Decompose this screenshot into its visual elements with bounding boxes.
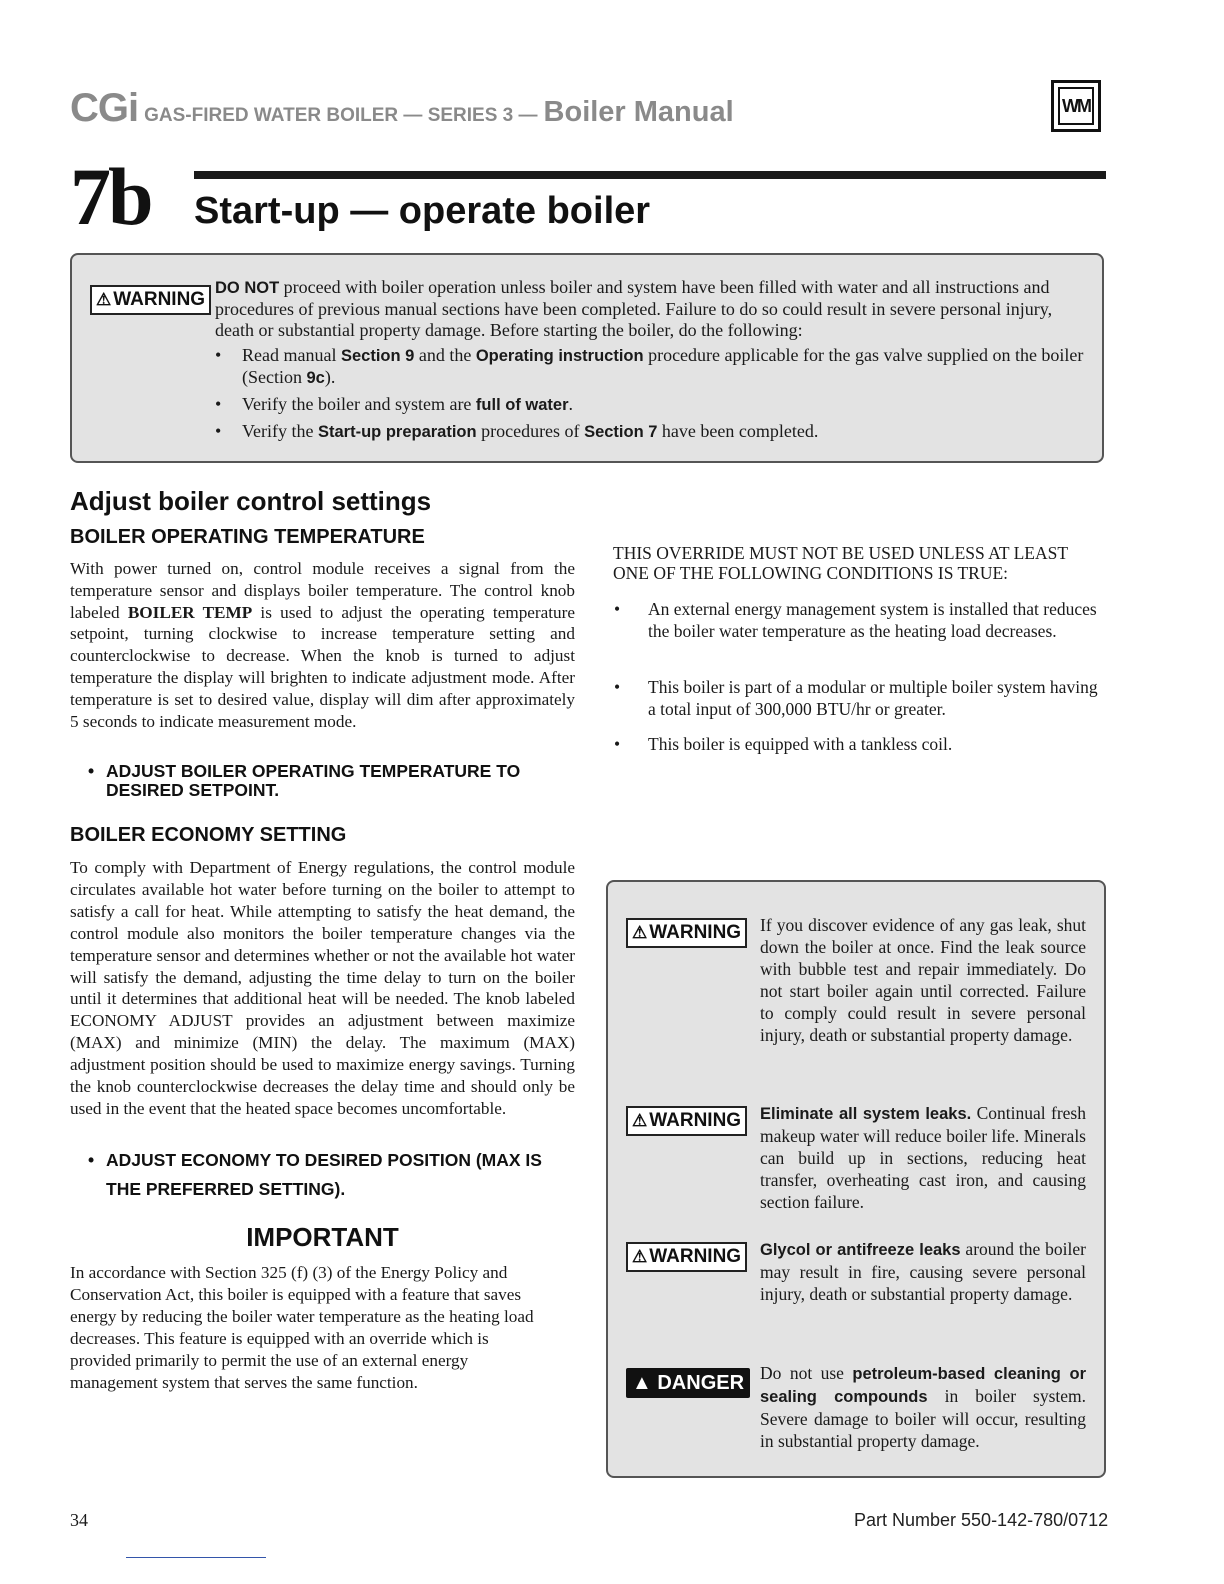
text-run: Verify the [242,421,318,441]
glycol-leaks-emphasis: Glycol or antifreeze leaks [760,1241,961,1259]
gas-leak-warning-text: If you discover evidence of any gas leak, shut down the boiler at once. Find the leak source with bubble test and repair immediately. Do not start boiler again until corrected. Failure to comply could result in severe personal injury, death or substantial property damage. [760,915,1086,1045]
condition-text: An external energy management system is installed that reduces the boiler water temperature as the heating load decreases. [648,599,1097,641]
warning-label [626,918,747,948]
logo-text: WM [1058,87,1094,125]
warning-triangle-icon: ⚠ [96,290,112,309]
list-item [215,394,1087,416]
startup-preparation-ref: Start-up preparation [317,423,477,441]
do-not-emphasis: DO NOT [215,279,280,297]
override-conditions-title: THIS OVERRIDE MUST NOT BE USED UNLESS AT LEAST ONE OF THE FOLLOWING CONDITIONS IS TRUE: [613,543,1068,583]
safety-warnings-box [606,880,1106,1478]
important-heading: IMPORTANT [246,1222,399,1252]
text-run: is used to adjust the operating temperature setpoint, turning clockwise to increase temperature setting and counterclockwise to decrease. When the knob is turned to adjust temperature the display will brighten to indicate adjustment mode. After temperature is set to desired value, display will dim after approximately 5 seconds to indicate measurement mode. [70,602,575,731]
running-header [70,86,734,131]
temperature-instruction [88,761,576,800]
bullet-dot: • [614,734,621,754]
part-number: Part Number 550-142-780/0712 [854,1510,1109,1530]
glycol-leaks-warning-text [760,1238,1086,1305]
section-rule [194,171,1106,179]
list-item [614,677,1103,720]
warning-label [90,285,211,315]
petroleum-danger-text [760,1362,1086,1452]
weil-mclain-logo [1051,80,1101,132]
text-run: procedure applicable for the gas valve supplied on the boiler (Section [242,345,1084,387]
text-run: procedures of [476,421,585,441]
text-run: have been completed. [657,421,819,441]
top-warning-text [215,277,1087,448]
boiler-temp-emphasis: BOILER TEMP [127,602,253,622]
petroleum-compounds-emphasis: petroleum-based cleaning or sealing compounds [760,1365,1087,1406]
text-run: With power turned on, control module receives a signal from the temperature sensor and displays boiler temperature. The control knob labeled [70,559,575,622]
list-item [215,345,1087,389]
condition-text: This boiler is part of a modular or multiple boiler system having a total input of 300,000 BTU/hr or greater. [648,677,1098,719]
page-number: 34 [70,1510,88,1530]
eliminate-leaks-emphasis: Eliminate all system leaks. [760,1105,972,1123]
bullet-dot: • [88,1150,95,1170]
adjust-settings-heading: Adjust boiler control settings [70,486,432,516]
list-item [215,421,1087,443]
header-subtitle: GAS-FIRED WATER BOILER — SERIES 3 — [144,105,538,126]
warning-label [626,1242,747,1272]
economy-instruction-text: ADJUST ECONOMY TO DESIRED POSITION (MAX IS THE PREFERRED SETTING). [106,1150,542,1199]
section-7-ref: Section 7 [584,423,658,441]
warning-checklist [215,345,1087,443]
text-run: Read manual [242,345,341,365]
condition-text: This boiler is equipped with a tankless coil. [648,734,953,754]
text-run: . [568,394,574,414]
danger-label [626,1368,750,1398]
section-9c-ref: 9c [306,369,325,387]
bullet-dot: • [88,761,95,781]
text-run: and the [414,345,476,365]
warning-triangle-icon: ⚠ [632,1247,648,1266]
warning-label-text: WARNING [649,922,742,943]
text-run: ). [324,367,336,387]
section-title: Start-up — operate boiler [194,190,651,232]
text-run: around the boiler may result in fire, causing severe personal injury, death or substantial property damage. [760,1239,1086,1304]
operating-temperature-heading: BOILER OPERATING TEMPERATURE [70,526,425,548]
section-9-ref: Section 9 [340,347,415,365]
full-of-water-emphasis: full of water [475,396,569,414]
bullet-dot: • [614,599,621,619]
system-leaks-warning-text [760,1102,1086,1213]
warning-label-text: WARNING [649,1246,742,1267]
warning-triangle-icon: ⚠ [632,923,648,942]
top-warning-box [70,253,1104,463]
warning-lead-text: proceed with boiler operation unless boiler and system have been filled with water and all instructions and procedures of previous manual sections have been completed. Failure to do so could result in severe personal injury, death or substantial property damage. Before starting the boiler, do the following: [215,277,1053,340]
economy-instruction [88,1146,576,1204]
bullet-dot: • [614,677,621,697]
footer-line [126,1557,266,1558]
temperature-instruction-text: ADJUST BOILER OPERATING TEMPERATURE TO DESIRED SETPOINT. [106,761,521,800]
operating-instruction-ref: Operating instruction [475,347,644,365]
brand-name: CGi [70,86,139,130]
important-paragraph: In accordance with Section 325 (f) (3) of the Energy Policy and Conservation Act, this boiler is equipped with a feature that saves energy by reducing the boiler water temperature as the heating load decreases. This feature is equipped with an override which is provided primarily to permit the use of an external energy management system that serves the same function. [70,1263,534,1392]
header-manual-title: Boiler Manual [543,96,734,128]
economy-setting-paragraph: To comply with Department of Energy regulations, the control module circulates available hot water before turning on the boiler to attempt to satisfy a call for heat. While attempting to satisfy the heat demand, the control module also monitors the boiler temperature changes via the temperature sensor and determines whether or not the available hot water will satisfy the demand, adjusting the time delay to turn on the boiler until it determines that additional heat will be needed. The knob labeled ECONOMY ADJUST provides an adjustment between maximize (MAX) and minimize (MIN) the delay. The maximum (MAX) adjustment position should be used to maximize energy savings. Turning the knob counterclockwise decreases the delay time and should only be used in the event that the heated space becomes uncomfortable. [70,858,575,1118]
text-run: in boiler system. Severe damage to boiler will occur, resulting in substantial property damage. [760,1386,1087,1451]
warning-label [626,1106,747,1136]
danger-label-text: DANGER [657,1372,745,1394]
list-item [614,734,1103,756]
economy-setting-heading: BOILER ECONOMY SETTING [70,824,347,846]
section-number: 7b [70,151,151,242]
operating-temperature-paragraph [70,558,575,732]
list-item [614,599,1103,642]
text-run: Continual fresh makeup water will reduce boiler life. Minerals can build up in sections, reducing heat transfer, overheating cast iron, and causing section failure. [760,1103,1086,1212]
warning-label-text: WARNING [113,289,206,310]
text-run: Do not use [760,1363,853,1383]
danger-triangle-icon: ▲ [632,1372,652,1394]
text-run: Verify the boiler and system are [242,394,476,414]
warning-label-text: WARNING [649,1110,742,1131]
warning-triangle-icon: ⚠ [632,1111,648,1130]
